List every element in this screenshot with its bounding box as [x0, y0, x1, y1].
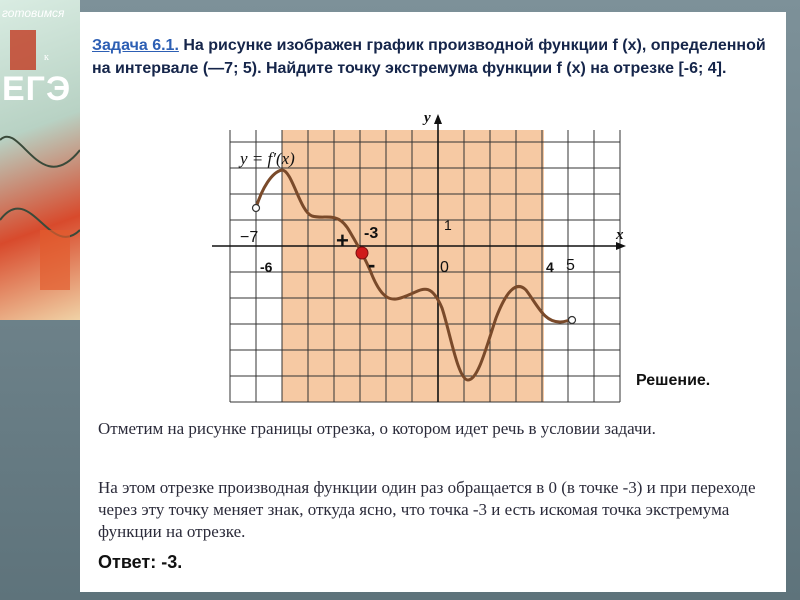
- task-title: [92, 34, 772, 80]
- y-axis-label: y: [424, 112, 431, 126]
- solution-paragraph-1: Отметим на рисунке границы отрезка, о котором идет речь в условии задачи.: [98, 419, 656, 438]
- task-number: Задача 6.1.: [92, 37, 179, 54]
- solution-heading: Решение.: [636, 372, 711, 389]
- function-label: y = f′(x): [240, 149, 295, 168]
- open-endpoint-right: [569, 317, 576, 324]
- tick-label-0: 0: [440, 259, 449, 276]
- tick-label-minus-7: −7: [240, 229, 259, 246]
- extremum-label-minus-3: -3: [364, 225, 379, 242]
- derivative-graph: [210, 112, 630, 412]
- book-prep-text: готовимся: [2, 6, 65, 20]
- extremum-point-marker: [356, 247, 368, 259]
- tick-label-5: 5: [566, 257, 575, 274]
- tick-label-4: 4: [546, 259, 554, 275]
- book-cover-image: [0, 0, 80, 320]
- book-decoration: [0, 0, 80, 320]
- slide: [80, 12, 786, 592]
- x-axis-arrow: [616, 242, 626, 250]
- book-ege-text: ЕГЭ: [2, 70, 72, 108]
- y-axis-arrow: [434, 114, 442, 124]
- book-k-text: к: [44, 52, 49, 63]
- x-axis-label: x: [616, 227, 624, 243]
- tick-label-minus-6: -6: [260, 259, 273, 275]
- minus-sign: -: [368, 252, 376, 277]
- plus-sign: +: [336, 228, 349, 253]
- open-endpoint-left: [253, 205, 260, 212]
- solution-paragraph-2: На этом отрезке производная функции один раз обращается в 0 (в точке -3) и при переходе через эту точку меняет знак, откуда ясно, что точка -3 и есть искомая точка экстремума функции на отрезке.: [98, 478, 756, 541]
- answer-text: Ответ: -3.: [98, 552, 183, 572]
- task-text: На рисунке изображен график производной функции f (x), определенной на интервале (—7; 5). Найдите точку экстремума функции f (x) на отрезке [-6; 4].: [92, 37, 766, 77]
- segment-highlight: [282, 130, 544, 402]
- tick-label-1: 1: [444, 217, 452, 233]
